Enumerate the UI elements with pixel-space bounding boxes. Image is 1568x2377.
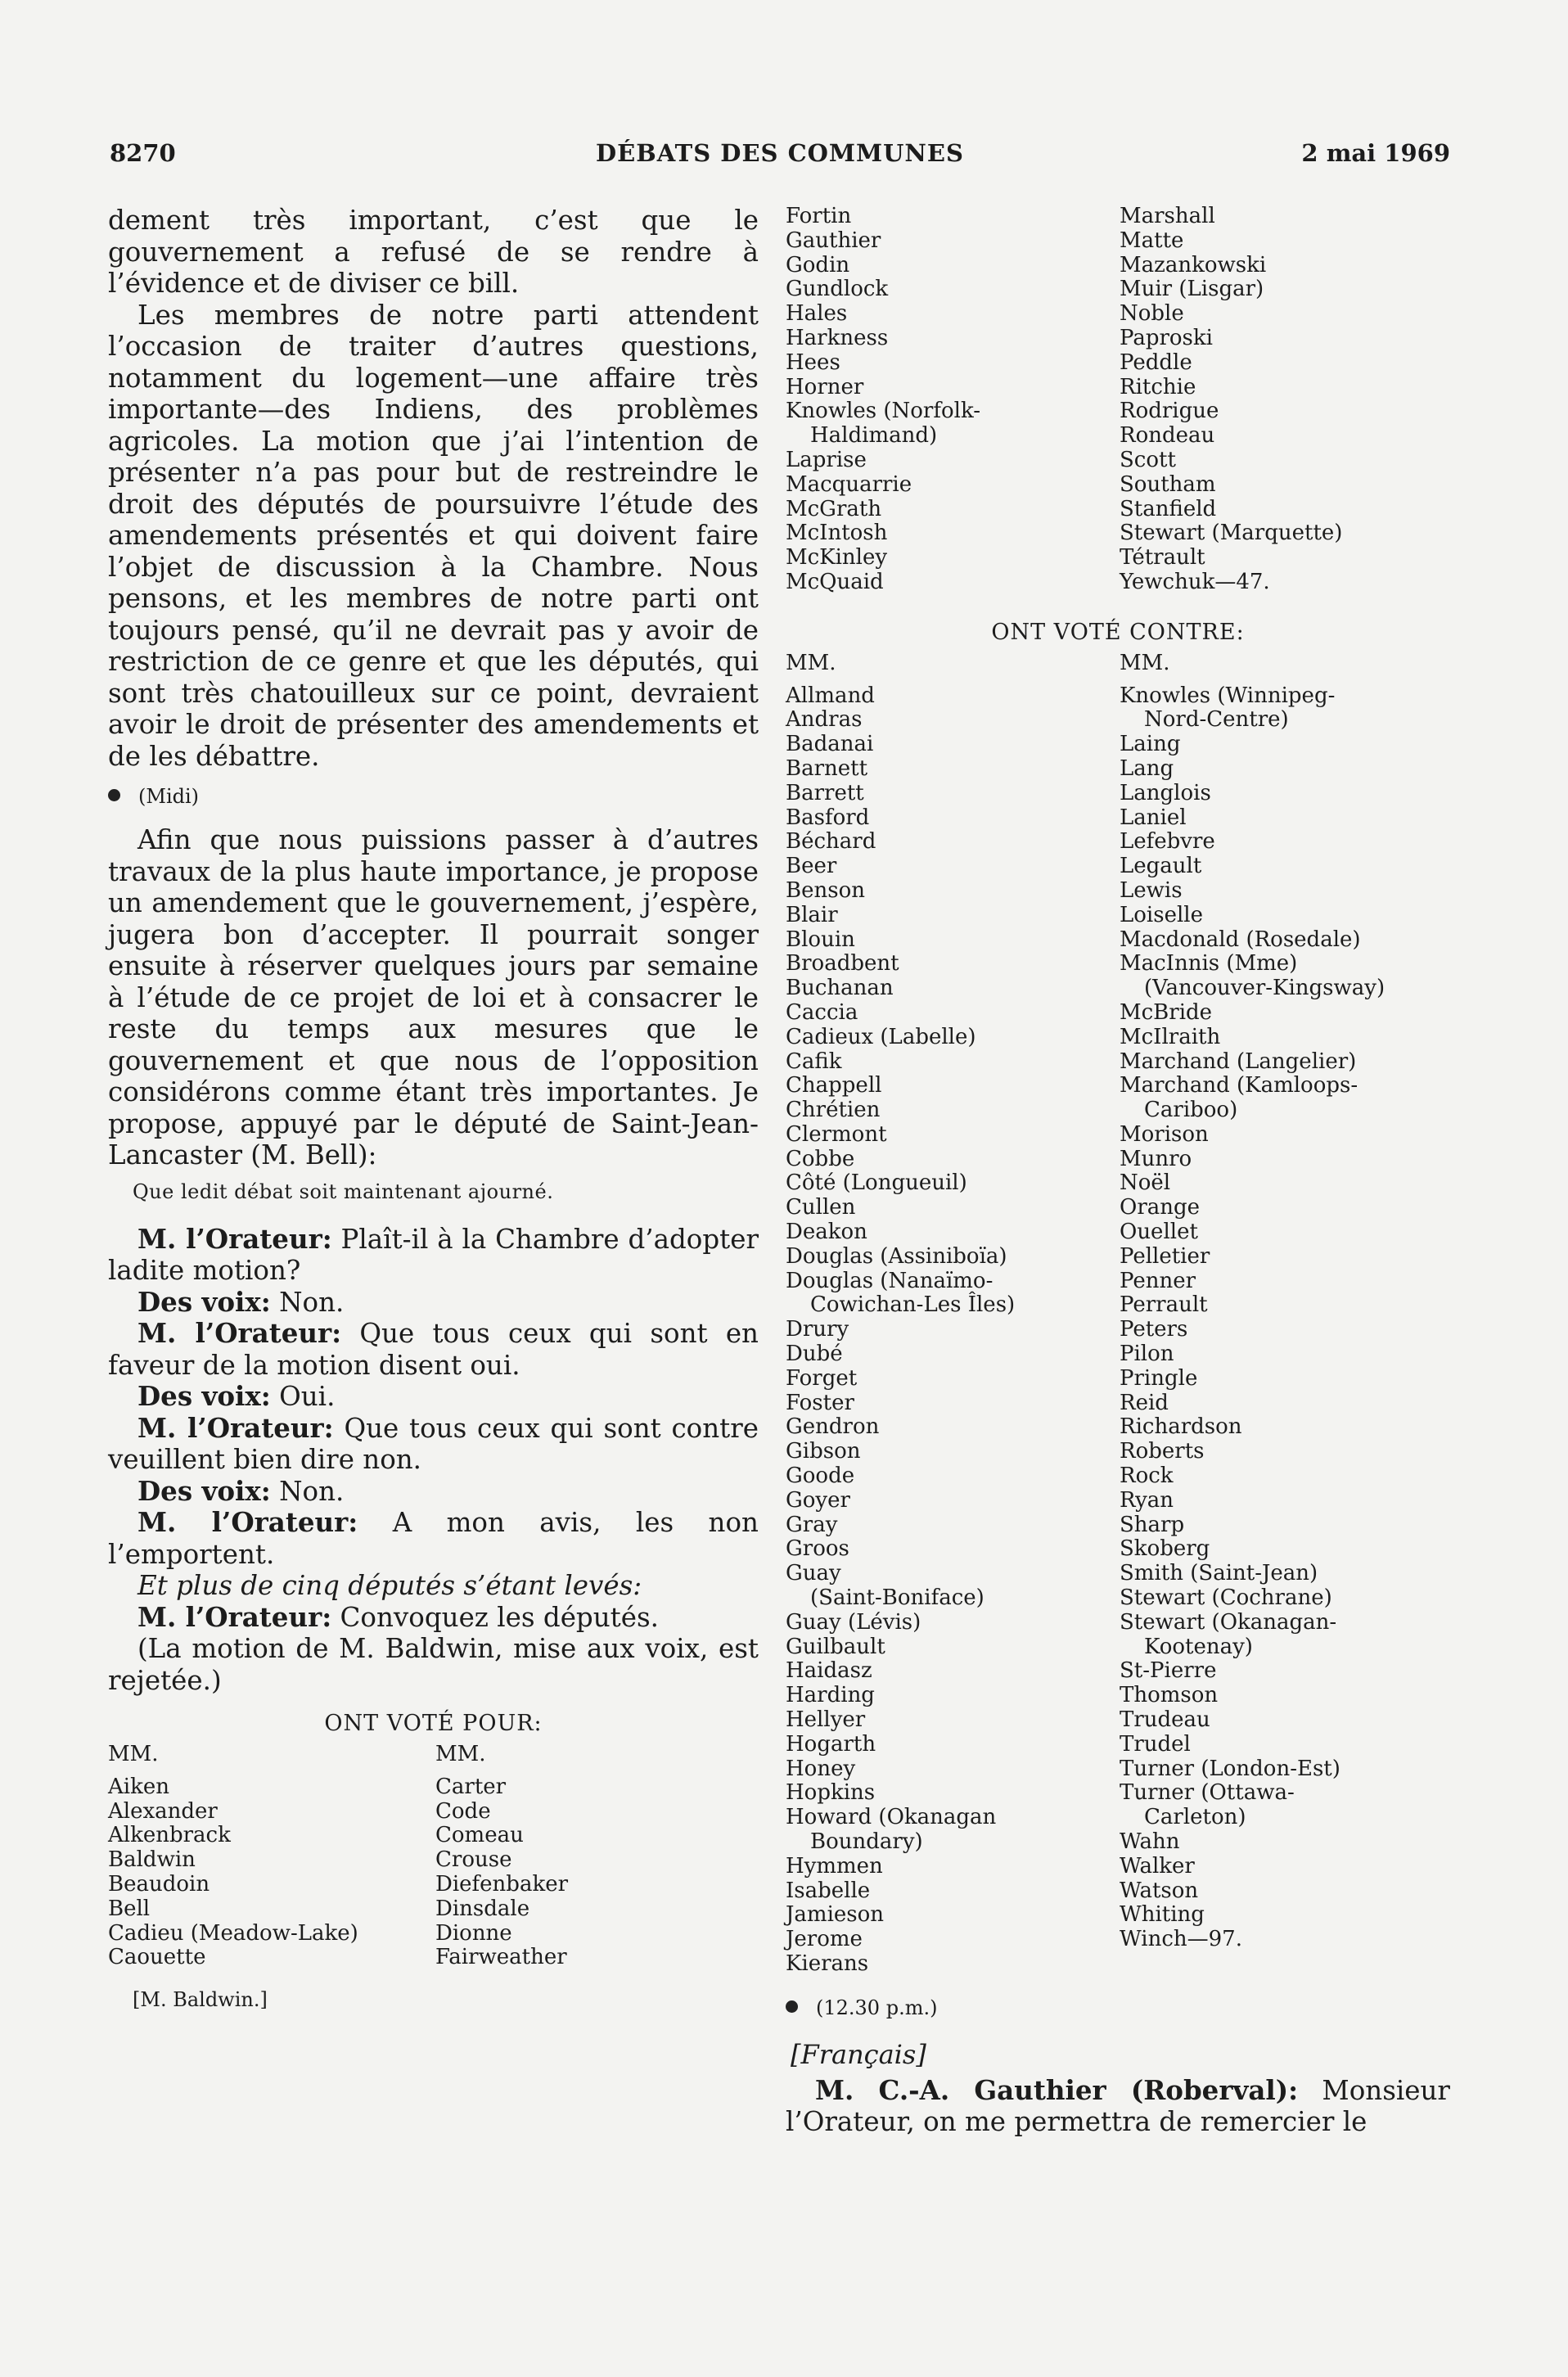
member-name: Cariboo)	[1144, 1098, 1238, 1123]
member-name: Lefebvre	[1120, 829, 1215, 855]
member-name: Forget	[786, 1365, 858, 1391]
member-name: Rondeau	[1120, 423, 1215, 449]
member-name: Harkness	[786, 325, 889, 350]
member-name: Alexander	[108, 1798, 218, 1824]
member-name: Beaudoin	[108, 1871, 210, 1897]
member-name: Haldimand)	[810, 423, 938, 449]
member-name: Douglas (Assiniboïa)	[786, 1243, 1007, 1269]
member-name: Hales	[786, 301, 848, 327]
member-name: Reid	[1120, 1390, 1169, 1415]
member-name: Macdonald (Rosedale)	[1120, 927, 1361, 952]
member-name: Pilon	[1120, 1342, 1174, 1367]
member-name: Honey	[786, 1756, 856, 1781]
member-name: Deakon	[786, 1220, 867, 1245]
member-name: Marshall	[1120, 204, 1215, 228]
member-name: Stewart (Cochrane)	[1120, 1585, 1332, 1611]
member-name: Legault	[1120, 854, 1202, 879]
member-name: Comeau	[435, 1823, 524, 1848]
page-date: 2 mai 1969	[1301, 139, 1450, 167]
page-header	[110, 139, 1450, 180]
member-name: Andras	[786, 707, 863, 733]
member-name: Pringle	[1120, 1365, 1198, 1391]
member-name: Roberts	[1120, 1439, 1205, 1464]
vote-list-pour	[108, 1743, 759, 1970]
name-list	[1120, 684, 1450, 1952]
member-name: Broadbent	[786, 951, 899, 977]
member-name: Blouin	[786, 927, 855, 952]
vote-title-pour: ONT VOTÉ POUR:	[324, 1711, 543, 1736]
member-name: Walker	[1120, 1853, 1195, 1879]
member-name: Fairweather	[435, 1945, 567, 1970]
name-list	[435, 1775, 755, 1970]
stage-direction: Et plus de cinq députés s’étant levés:	[137, 1570, 642, 1601]
member-name: Hogarth	[786, 1731, 876, 1757]
member-name: Macquarrie	[786, 471, 912, 497]
member-name: Cadieu (Meadow-Lake)	[108, 1920, 358, 1946]
member-name: Stewart (Marquette)	[1120, 521, 1343, 546]
member-name: Badanai	[786, 732, 874, 757]
member-name: Hellyer	[786, 1707, 866, 1733]
speaker-line: M. l’Orateur: Plaît-il à la Chambre d’adopter ladite motion?	[108, 1222, 759, 1286]
name-column	[108, 1743, 435, 1970]
member-name: Douglas (Nanaïmo-	[786, 1268, 994, 1293]
paragraph: Afin que nous puissions passer à d’autres travaux de la plus haute importance, je propose un amendement que le gouvernement, j’espère, jugera bon d’accepter. Il pourrait songer ensuite à réserver quelques jours par semaine à l’étude de ce projet de loi et à consacrer le reste du temps aux mesures que le gouvernement et que nous de l’opposition considérons comme étant très importantes. Je propose, appuyé par le député de Saint-Jean-Lancaster (M. Bell):	[108, 824, 759, 1170]
page-title: DÉBATS DES COMMUNES	[596, 139, 964, 167]
member-name: Gauthier	[786, 228, 881, 253]
member-name: Rock	[1120, 1464, 1174, 1489]
speaker-line: M. l’Orateur: Que tous ceux qui sont en faveur de la motion disent oui.	[108, 1317, 759, 1381]
name-list	[786, 684, 1120, 1977]
member-name: McGrath	[786, 496, 882, 521]
member-name: MacInnis (Mme)	[1120, 951, 1298, 977]
member-name: Drury	[786, 1317, 849, 1342]
member-name: Dinsdale	[435, 1896, 530, 1921]
member-name: Munro	[1120, 1146, 1192, 1171]
member-name: McIlraith	[1120, 1024, 1221, 1049]
member-name: Hymmen	[786, 1853, 883, 1879]
member-name: Alkenbrack	[108, 1823, 231, 1848]
member-name: Howard (Okanagan	[786, 1805, 997, 1830]
member-name: Aiken	[108, 1774, 169, 1799]
member-name: Guay	[786, 1561, 841, 1586]
member-name: Langlois	[1120, 780, 1211, 805]
member-name: Noble	[1120, 301, 1184, 327]
member-name: Richardson	[1120, 1414, 1242, 1440]
member-name: Lewis	[1120, 877, 1183, 903]
member-name: Paproski	[1120, 325, 1213, 350]
member-name: Horner	[786, 374, 864, 399]
member-name: Dionne	[435, 1920, 512, 1946]
member-name: Trudel	[1120, 1731, 1191, 1757]
member-name: Jerome	[786, 1927, 863, 1952]
paragraph: Les membres de notre parti attendent l’occasion de traiter d’autres questions, notamment du logement—une affaire très importante—des Indiens, des problèmes agricoles. La motion que j’ai l’intention de présenter n’a pas pour but de restreindre le droit des députés de poursuivre l’étude des amendements présentés et qui doivent faire l’objet de discussion à la Chambre. Nous pensons, et les membres de notre parti ont toujours pensé, qu’il ne devrait pas y avoir de restriction de ce genre et que les députés, qui sont très chatouilleux sur ce point, devraient avoir le droit de présenter des amendements et de les débattre.	[108, 299, 759, 772]
member-name: Goode	[786, 1464, 855, 1489]
member-name: Blair	[786, 902, 838, 927]
member-name: Dubé	[786, 1342, 843, 1367]
member-name: Cullen	[786, 1195, 856, 1220]
mm-label: MM.	[108, 1742, 159, 1766]
member-name: Orange	[1120, 1195, 1201, 1220]
member-name: Cafik	[786, 1049, 842, 1074]
member-name: Watson	[1120, 1878, 1199, 1903]
member-name: Winch—97.	[1120, 1927, 1242, 1952]
member-name: Cadieux (Labelle)	[786, 1024, 976, 1049]
member-name: Morison	[1120, 1121, 1209, 1147]
member-name: Basford	[786, 805, 870, 830]
vote-title-contre: ONT VOTÉ CONTRE:	[991, 619, 1245, 645]
member-name: Caccia	[786, 999, 858, 1025]
vote-list-pour-continued	[786, 205, 1450, 595]
member-name: Noël	[1120, 1170, 1171, 1196]
motion-result: (La motion de M. Baldwin, mise aux voix, est rejetée.)	[108, 1633, 759, 1696]
member-name: Béchard	[786, 829, 876, 855]
member-name: Baldwin	[108, 1847, 196, 1873]
name-column	[1120, 652, 1450, 1977]
member-name: Yewchuk—47.	[1120, 569, 1270, 594]
bullet-icon	[786, 2000, 798, 2013]
member-name: Buchanan	[786, 976, 894, 1001]
member-name: Gendron	[786, 1414, 880, 1440]
member-name: Perrault	[1120, 1292, 1208, 1318]
member-name: Peters	[1120, 1317, 1188, 1342]
vote-list-contre	[786, 652, 1450, 1977]
member-name: Nord-Centre)	[1144, 707, 1289, 733]
member-name: Barrett	[786, 780, 864, 805]
member-name: Tétrault	[1120, 545, 1205, 571]
member-name: Rodrigue	[1120, 399, 1219, 424]
member-name: Clermont	[786, 1121, 887, 1147]
member-name: Harding	[786, 1683, 875, 1708]
member-name: Jamieson	[786, 1902, 885, 1928]
member-name: Marchand (Kamloops-	[1120, 1073, 1358, 1098]
member-name: Code	[435, 1798, 491, 1824]
bullet-icon	[108, 789, 120, 801]
member-name: Scott	[1120, 447, 1176, 472]
member-name: Mazankowski	[1120, 252, 1267, 277]
speaker-line: M. l’Orateur: Convoquez les députés.	[137, 1600, 659, 1633]
member-name: (Saint-Boniface)	[810, 1585, 985, 1611]
member-name: Laprise	[786, 447, 867, 472]
member-name: Carleton)	[1144, 1805, 1246, 1830]
member-name: Ryan	[1120, 1487, 1174, 1513]
member-name: Stewart (Okanagan-	[1120, 1609, 1337, 1635]
left-column	[108, 205, 759, 2011]
speaker-line: M. l’Orateur: A mon avis, les non l’emportent.	[108, 1506, 759, 1570]
member-name: Knowles (Norfolk-	[786, 399, 981, 424]
member-name: Stanfield	[1120, 496, 1217, 521]
member-name: Turner (London-Est)	[1120, 1756, 1340, 1781]
member-name: Gibson	[786, 1439, 861, 1464]
right-column	[786, 205, 1450, 2138]
name-list	[108, 1775, 435, 1970]
member-name: Loiselle	[1120, 902, 1203, 927]
member-name: McIntosh	[786, 521, 888, 546]
member-name: Ritchie	[1120, 374, 1196, 399]
member-name: St-Pierre	[1120, 1658, 1217, 1684]
member-name: Chappell	[786, 1073, 882, 1098]
motion-quote: Que ledit débat soit maintenant ajourné.	[133, 1179, 554, 1203]
speaker-line: M. l’Orateur: Que tous ceux qui sont contre veuillent bien dire non.	[108, 1411, 759, 1475]
member-name: Marchand (Langelier)	[1120, 1049, 1357, 1074]
member-name: Peddle	[1120, 350, 1192, 375]
member-name: Whiting	[1120, 1902, 1205, 1928]
member-name: Crouse	[435, 1847, 512, 1873]
member-name: Cobbe	[786, 1146, 855, 1171]
member-name: Wahn	[1120, 1829, 1180, 1854]
time-marker: (Midi)	[108, 783, 759, 810]
member-name: Lang	[1120, 755, 1174, 781]
member-name: Cowichan-Les Îles)	[810, 1292, 1016, 1318]
mm-label: MM.	[786, 650, 836, 675]
member-name: Fortin	[786, 204, 852, 228]
member-name: Thomson	[1120, 1683, 1219, 1708]
language-marker: [Français]	[791, 2038, 926, 2070]
member-name: Caouette	[108, 1945, 206, 1970]
member-name: Benson	[786, 877, 865, 903]
member-name: Sharp	[1120, 1512, 1185, 1537]
member-name: Pelletier	[1120, 1243, 1210, 1269]
member-name: Hees	[786, 350, 840, 375]
member-name: Haidasz	[786, 1658, 872, 1684]
speaker-footnote: [M. Baldwin.]	[133, 1988, 268, 2012]
name-column	[435, 1743, 755, 1970]
member-name: McBride	[1120, 999, 1213, 1025]
member-name: Penner	[1120, 1268, 1196, 1293]
member-name: Laniel	[1120, 805, 1187, 830]
member-name: Matte	[1120, 228, 1184, 253]
member-name: McQuaid	[786, 569, 884, 594]
member-name: Bell	[108, 1896, 151, 1921]
member-name: Allmand	[786, 683, 875, 708]
member-name: Carter	[435, 1774, 507, 1799]
name-column	[786, 205, 1120, 595]
member-name: Guay (Lévis)	[786, 1609, 921, 1635]
member-name: Knowles (Winnipeg-	[1120, 683, 1336, 708]
name-column	[1120, 205, 1450, 595]
voices-line: Des voix: Non.	[137, 1285, 345, 1318]
member-name: Groos	[786, 1536, 849, 1562]
mm-label: MM.	[435, 1742, 486, 1766]
member-name: Guilbault	[786, 1634, 885, 1659]
member-name: Southam	[1120, 471, 1216, 497]
member-name: McKinley	[786, 545, 888, 571]
voices-line: Des voix: Oui.	[137, 1380, 336, 1412]
member-name: Kierans	[786, 1951, 869, 1976]
member-name: Diefenbaker	[435, 1871, 569, 1897]
member-name: Isabelle	[786, 1878, 871, 1903]
member-name: Chrétien	[786, 1098, 881, 1123]
member-name: Skoberg	[1120, 1536, 1210, 1562]
member-name: Barnett	[786, 755, 868, 781]
paragraph: dement très important, c’est que le gouvernement a refusé de se rendre à l’évidence et de diviser ce bill.	[108, 205, 759, 299]
time-marker: (12.30 p.m.)	[786, 1995, 1450, 2021]
page-number: 8270	[110, 139, 176, 167]
member-name: (Vancouver-Kingsway)	[1144, 976, 1386, 1001]
member-name: Gundlock	[786, 277, 889, 302]
member-name: Hopkins	[786, 1780, 876, 1806]
member-name: Foster	[786, 1390, 854, 1415]
member-name: Goyer	[786, 1487, 850, 1513]
member-name: Trudeau	[1120, 1707, 1210, 1733]
member-name: Smith (Saint-Jean)	[1120, 1561, 1318, 1586]
member-name: Ouellet	[1120, 1220, 1198, 1245]
member-name: Turner (Ottawa-	[1120, 1780, 1295, 1806]
member-name: Côté (Longueuil)	[786, 1170, 967, 1196]
member-name: Godin	[786, 252, 850, 277]
voices-line: Des voix: Non.	[137, 1474, 345, 1507]
member-name: Gray	[786, 1512, 838, 1537]
member-name: Beer	[786, 854, 837, 879]
mm-label: MM.	[1120, 650, 1170, 675]
member-name: Muir (Lisgar)	[1120, 277, 1264, 302]
name-column	[786, 652, 1120, 1977]
member-name: Kootenay)	[1144, 1634, 1253, 1659]
member-name: Boundary)	[810, 1829, 923, 1854]
member-name: Laing	[1120, 732, 1181, 757]
speaker-line: M. C.-A. Gauthier (Roberval): Monsieur l’Orateur, on me permettra de remercier le	[786, 2073, 1450, 2138]
